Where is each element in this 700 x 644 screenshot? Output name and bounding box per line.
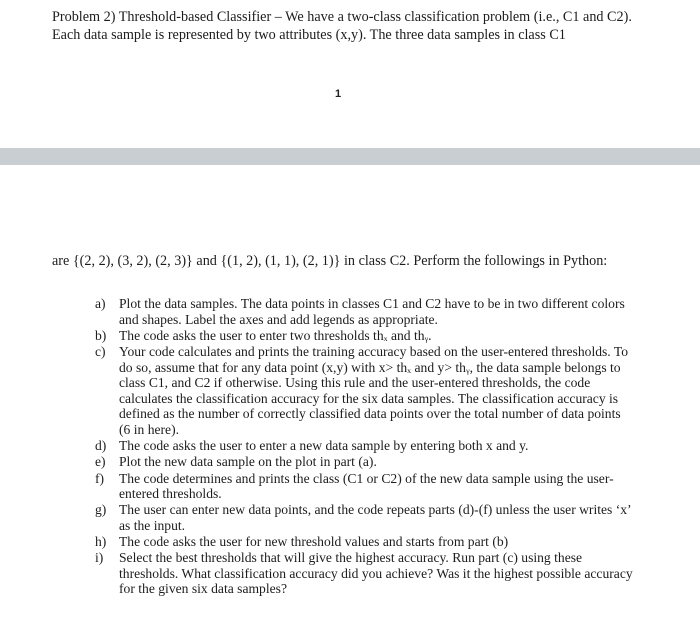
task-item-b bbox=[95, 328, 635, 344]
task-marker: b) bbox=[95, 327, 107, 343]
task-marker: f) bbox=[95, 470, 105, 486]
task-marker: i) bbox=[95, 550, 104, 566]
task-marker: a) bbox=[95, 296, 106, 311]
task-item-d bbox=[95, 438, 635, 454]
task-text: Plot the new data sample on the plot in part (a). bbox=[119, 454, 377, 470]
task-item-e bbox=[95, 454, 635, 470]
task-marker: c) bbox=[95, 343, 106, 359]
task-list bbox=[95, 296, 635, 598]
task-text: The code asks the user to enter a new data sample by entering both x and y. bbox=[119, 438, 529, 454]
problem-intro-continued: are {(2, 2), (3, 2), (2, 3)} and {(1, 2), (1, 1), (2, 1)} in class C2. Perform the followings in Python: bbox=[52, 253, 608, 269]
task-text: The code asks the user to enter two thresholds thₓ and thᵧ. bbox=[119, 327, 432, 343]
problem-intro-text: Problem 2) Threshold-based Classifier – We have a two-class classification problem (i.e., C1 and C2). Each data sample is represented by two attributes (x,y). The three data samples in class C1 bbox=[52, 9, 632, 43]
task-item-g bbox=[95, 502, 635, 533]
task-text: The code determines and prints the class (C1 or C2) of the new data sample using the user-entered thresholds. bbox=[119, 470, 614, 502]
task-text: The code asks the user for new threshold values and starts from part (b) bbox=[119, 534, 509, 550]
page-number: 1 bbox=[335, 88, 342, 100]
task-text: Your code calculates and prints the training accuracy based on the user-entered thresholds. To do so, assume that for any data point (x,y) with x> thₓ and y> thᵧ, the data sample belongs to class C1, and C2 if otherwise. Using this rule and the user-entered thresholds, the code calculates the classification accuracy for the six data samples. The classification accuracy is defined as the number of correctly classified data points over the total number of data points (6 in here). bbox=[119, 343, 629, 437]
task-item-c bbox=[95, 344, 635, 438]
task-text: Plot the data samples. The data points in classes C1 and C2 have to be in two different colors and shapes. Label the axes and add legends as appropriate. bbox=[119, 296, 625, 327]
task-marker: h) bbox=[95, 534, 107, 550]
task-marker: e) bbox=[95, 454, 106, 470]
task-item-i bbox=[95, 550, 635, 597]
task-item-f bbox=[95, 471, 635, 502]
task-item-h bbox=[95, 534, 635, 550]
task-text: The user can enter new data points, and the code repeats parts (d)-(f) unless the user writes ‘x’ as the input. bbox=[119, 502, 631, 533]
task-item-a bbox=[95, 296, 635, 327]
task-marker: d) bbox=[95, 438, 107, 454]
page-1-bottom bbox=[0, 0, 700, 148]
task-marker: g) bbox=[95, 502, 107, 518]
page-separator bbox=[0, 148, 700, 165]
task-text: Select the best thresholds that will give the highest accuracy. Run part (c) using these thresholds. What classification accuracy did you achieve? Was it the highest possible accuracy for the given six data samples? bbox=[119, 550, 633, 597]
